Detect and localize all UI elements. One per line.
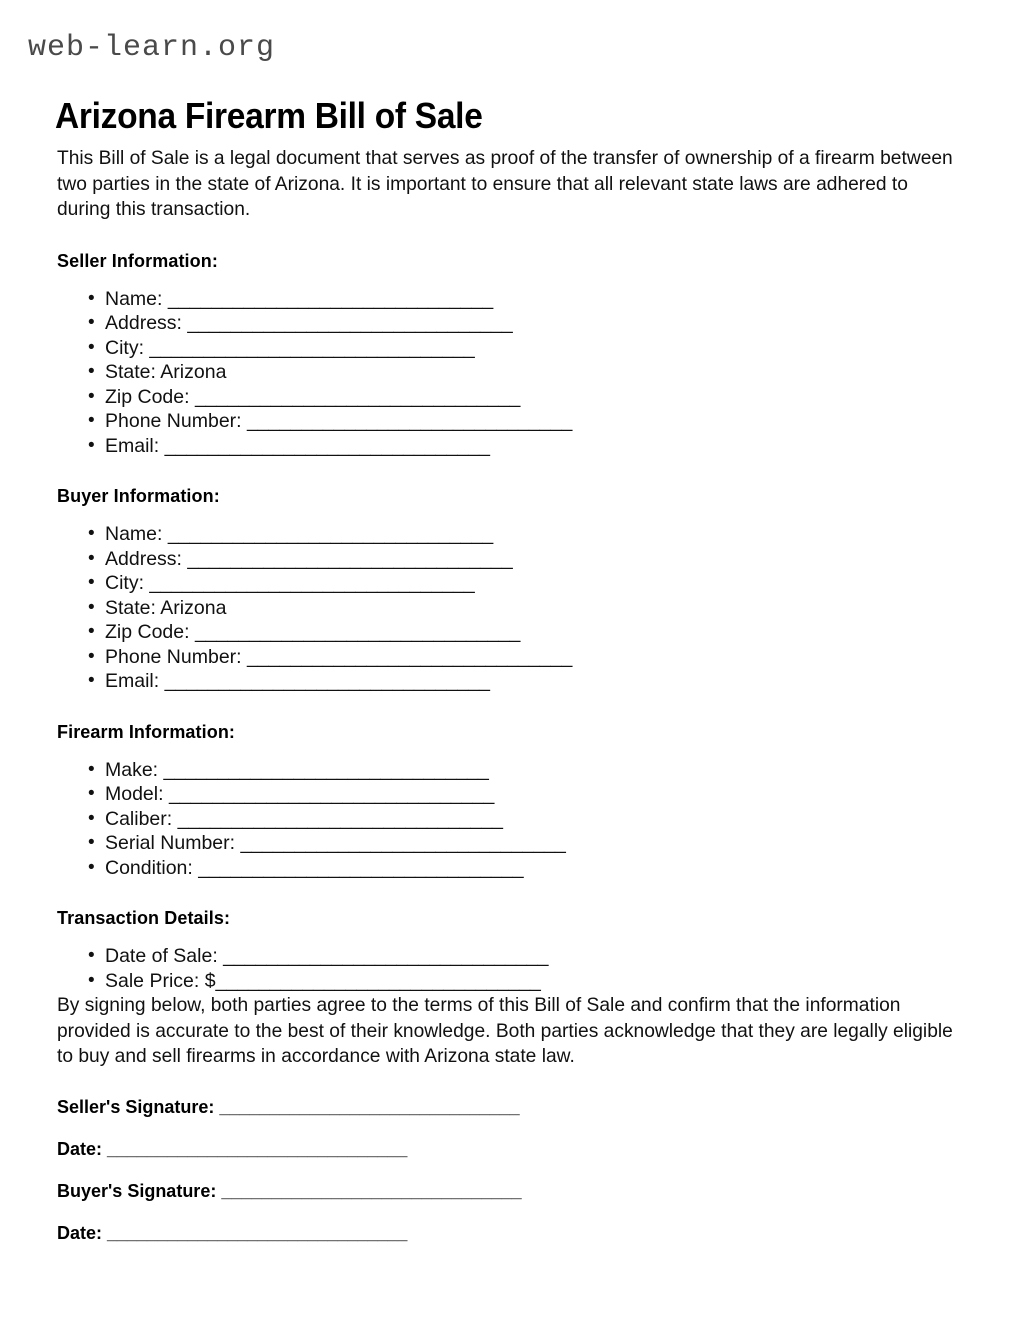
list-item: • City: ______________________________ — [105, 571, 969, 596]
list-item: • Make: ______________________________ — [105, 758, 969, 783]
list-item: • State: Arizona — [105, 360, 969, 385]
buyer-date-line: Date: ______________________________ — [57, 1222, 408, 1243]
list-item: • Condition: ______________________________ — [105, 856, 969, 881]
list-item: • Sale Price: $______________________________ — [105, 969, 969, 994]
list-item: • Zip Code: ______________________________ — [105, 620, 969, 645]
section-heading-firearm: Firearm Information: — [57, 721, 236, 742]
transaction-field-list — [57, 944, 969, 993]
section-heading-buyer: Buyer Information: — [57, 486, 220, 506]
list-item: • Caliber: ______________________________ — [105, 807, 969, 832]
seller-date-line: Date: ______________________________ — [57, 1138, 408, 1159]
list-item: • Zip Code: ______________________________ — [105, 385, 969, 410]
list-item: • State: Arizona — [105, 596, 969, 621]
page-title: Arizona Firearm Bill of Sale — [55, 95, 483, 137]
list-item: • Date of Sale: ______________________________ — [105, 944, 969, 969]
firearm-field-list — [57, 758, 969, 881]
section-heading-seller: Seller Information: — [57, 250, 218, 271]
list-item: • Address: ______________________________ — [105, 547, 969, 572]
list-item: • Address: ______________________________ — [105, 311, 969, 336]
document-body — [57, 146, 969, 1245]
buyer-field-list — [57, 522, 969, 694]
agreement-paragraph: By signing below, both parties agree to the terms of this Bill of Sale and confirm that the information provided is accurate to the best of their knowledge. Both parties acknowledge that they are legally eligible to buy and sell firearms in accordance with Arizona state law. — [57, 994, 953, 1067]
list-item: • Model: ______________________________ — [105, 782, 969, 807]
list-item: • City: ______________________________ — [105, 336, 969, 361]
site-brand-label: web-learn.org — [28, 31, 276, 65]
list-item: • Email: ______________________________ — [105, 434, 969, 459]
seller-field-list — [57, 287, 969, 459]
section-heading-transaction: Transaction Details: — [57, 908, 231, 928]
list-item: • Name: ______________________________ — [105, 522, 969, 547]
buyer-signature-line: Buyer's Signature: ______________________________ — [57, 1180, 522, 1201]
list-item: • Serial Number: ______________________________ — [105, 831, 969, 856]
list-item: • Email: ______________________________ — [105, 669, 969, 694]
list-item: • Name: ______________________________ — [105, 287, 969, 312]
seller-signature-line: Seller's Signature: ______________________________ — [57, 1096, 520, 1117]
signature-block — [57, 1095, 969, 1245]
list-item: • Phone Number: ______________________________ — [105, 645, 969, 670]
list-item: • Phone Number: ______________________________ — [105, 409, 969, 434]
intro-paragraph: This Bill of Sale is a legal document that serves as proof of the transfer of ownership of a firearm between two parties in the state of Arizona. It is important to ensure that all relevant state laws are adhered to during this transaction. — [57, 147, 953, 220]
